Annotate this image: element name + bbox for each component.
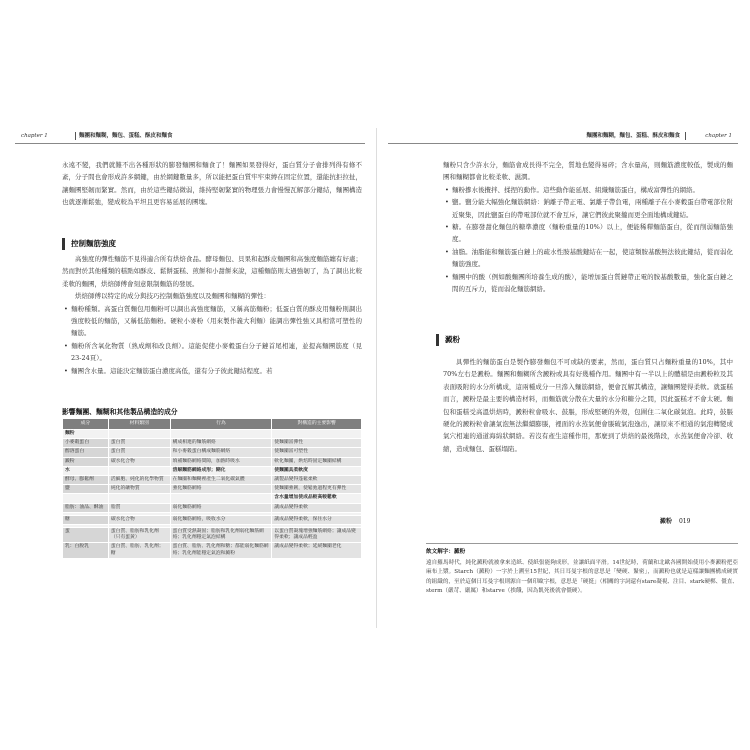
- bullet-item: • 麵粉摻水後攪拌、揉捏的動作。這些動作能延展、組織麵筋蛋白，構成富彈性的網絡。: [445, 185, 699, 194]
- table-cell: 讓成品變得柔軟；延緩麵團老化: [272, 543, 362, 558]
- table-row: [63, 439, 362, 448]
- chapter-title: 麵團和麵糊，麵包、蛋糕、酥皮和麵食: [586, 133, 680, 139]
- table-cell: 讓製品變得蓬鬆柔軟: [272, 476, 362, 485]
- table-cell: 碳水化合物: [108, 457, 170, 466]
- table-cell: 蛋白質受熱凝固；脂肪和乳化劑弱化麵筋網絡；乳化劑穩定氣泡結構: [170, 528, 272, 543]
- table-cell: [108, 466, 170, 475]
- intro-paragraph: 永遠不變，我們就難不出各種形狀的膨發麵團和麵食了！麵團如果發得好，蛋白質分子會排列得有條不紊，分子間也會形成許多網鍵，由於網鍵數量多，所以能把蛋白質牢牢束縛在固定位置，還能抗拒拉扯，讓麵團堅韌而緊實。然而，由於這些鍵結微弱，維持堅韌緊實的物理張力會慢慢瓦解部分鍵結，麵團構造也就逐漸鬆弛，變成較為平坦且更容易延展的團塊。: [62, 161, 362, 207]
- table-cell: [108, 494, 170, 503]
- footnote-title: 飲文解字：澱粉: [426, 549, 466, 555]
- table-row: [63, 466, 362, 475]
- table-cell: 使麵團富彈性: [272, 439, 362, 448]
- table-cell: 碳水化合物: [108, 515, 170, 524]
- table-cell: 填補麵筋網絡間隙，加熱時吸水: [170, 457, 272, 466]
- table-cell: 讓成品變得柔軟: [272, 503, 362, 512]
- table-cell: 軟化麵團，烘焙時固定麵團結構: [272, 457, 362, 466]
- column-header: 材料類別: [108, 419, 170, 430]
- table-cell: [108, 430, 170, 439]
- table-cell: 脂質: [108, 503, 170, 512]
- table-row: [63, 494, 362, 503]
- chapter-label: chapter 1: [705, 133, 732, 139]
- paragraph: 具彈性的麵筋蛋白是製作膨發麵包不可或缺的要素，然而，蛋白質只占麵粉重量的10%，其中70%左右是澱粉。麵團和麵糊所含澱粉或具有好幾種作用。麵團中有一半以上的體積是由澱粉粒及其表面吸附的水分所構成，這兩種成分一旦滲入麵筋網絡，便會瓦解其構造，讓麵團變得柔軟。就蛋糕而言，澱粉是最主要的構造材料，而麵筋就分散在大量的水分和糖分之間，因此蛋糕才不會太硬。麵包和蛋糕受高溫烘焙時，澱粉粒會吸水、鼓脹，形成堅硬的外殼，包圍住二氧化碳氣泡。此時，鼓脹硬化的澱粉粒會讓氣泡無法繼續膨脹，裡面的水蒸氣便會脹破氣泡逸出，讓原來不相通的氣泡轉變成氣穴相連的通道海綿狀網絡。若沒有產生這種作用，那麼到了烘焙的最後階段，水蒸氣便會冷卻、收縮，造成麵包、蛋糕塌陷。: [443, 358, 733, 453]
- bullet-item: • 麵粉所含氧化物質（熟成劑和改良劑）。這能促使小麥穀蛋白分子鏈首尾相連，並提高麵團筋度（見23-24頁）。: [64, 341, 362, 363]
- column-header: 對構造的主要影響: [272, 419, 362, 430]
- table-cell: 和小麥穀蛋白構成麵筋網絡: [170, 448, 272, 457]
- header-divider: [685, 132, 686, 140]
- paragraph: 高強度的彈性麵筋不見得適合所有烘焙食品。酵母麵包、貝果和起酥皮麵團和高強度麵筋纏有好處；然而對於其他種類的糕點如酥皮、鬆餅蛋糕、煎餅和小甜餅來說，這種麵筋則太過強韌了，為了調出比較柔軟的麵團，烘焙師傅會刻意限制麵筋的發展。: [62, 255, 362, 288]
- table-row: [63, 528, 362, 543]
- column-header: 行為: [170, 419, 272, 430]
- bullet-item: • 油脂。油脂能和麵筋蛋白鏈上的疏水性胺基酸鍵結在一起，使這類胺基酸無法彼此鍵結，從而弱化麵筋強度。: [445, 247, 733, 269]
- table-cell: 活細胞、純化的化學物質: [108, 476, 170, 485]
- bullet-item: • 糖。在膨發甜化麵包的糖準濃度（麵粉重量的10%）以上，便能稀釋麵筋蛋白，從而削弱麵筋強度。: [445, 223, 733, 244]
- folio-title: 澱粉: [660, 518, 673, 525]
- table-title: 影響麵團、麵糊和其他製品構造的成分: [62, 408, 178, 416]
- left-page: [15, 128, 365, 628]
- table-row: [63, 430, 362, 439]
- table-cell: 構成相連的麵筋網絡: [170, 439, 272, 448]
- paragraph: 烘焙師傅以特定的成分與技巧控制麵筋強度以及麵團和麵糊的彈性：: [75, 292, 270, 301]
- table-cell: 小麥穀蛋白: [63, 439, 109, 448]
- page-number: 019: [678, 518, 691, 525]
- table-row: [63, 485, 362, 494]
- table-cell: 乳：白脫乳: [63, 543, 109, 558]
- table-cell: 使麵團強韌，使鬆弛過程更有彈性: [272, 485, 362, 494]
- table-cell: 水: [63, 466, 109, 475]
- table-cell: 澱粉: [63, 457, 109, 466]
- table-cell: [170, 430, 272, 439]
- table-cell: 使麵團具柔軟度: [272, 466, 362, 475]
- starch-body: [443, 356, 733, 455]
- table-cell: 強化麵筋網絡: [170, 485, 272, 494]
- table-cell: 溶解麵筋網絡成形；糊化: [170, 466, 272, 475]
- table-cell: 蛋白質: [108, 439, 170, 448]
- table-cell: 酵母、膨鬆劑: [63, 476, 109, 485]
- table-cell: 弱化麵筋網絡，吸收水分: [170, 515, 272, 524]
- bullet-item: • 麵粉種類。高蛋白質麵包用麵粉可以調出高強度麵筋，又稱高筋麵粉；低蛋白質的酥皮用麵粉則調出強度較低的麵筋，又稱低筋麵粉。硬粒小麥粉（用來製作義大利麵）能調出彈性強又具相當可塑性的麵筋。: [64, 304, 362, 338]
- table-cell: 以蛋白質凝塊增強麵筋網絡；讓成品變得柔軟；讓成品輕盈: [272, 528, 362, 543]
- table-cell: 含水量增加使成品較高較鬆軟: [272, 494, 362, 503]
- table-cell: 蛋白質、脂肪和乳化劑（只有蛋黃）: [108, 528, 170, 543]
- right-page: [388, 128, 738, 628]
- running-header: [15, 128, 365, 144]
- table-cell: 醇溶蛋白: [63, 448, 109, 457]
- table-cell: 使麵團富可塑性: [272, 448, 362, 457]
- header-divider: [75, 132, 76, 140]
- table-cell: 蛋白質: [108, 448, 170, 457]
- continued-text: [443, 159, 733, 295]
- table-cell: 弱化麵筋網絡: [170, 503, 272, 512]
- table-cell: 蛋白質、脂肪、乳化劑；糖: [108, 543, 170, 558]
- footnote-divider: [426, 543, 738, 544]
- table-cell: 蛋白質、脂肪、乳化劑和糖；都能弱化麵筋網絡；乳化劑能穩定氣泡和澱粉: [170, 543, 272, 558]
- page-folio: [660, 516, 690, 525]
- table-row: [63, 503, 362, 512]
- table-cell: [272, 430, 362, 439]
- bullet-item: • 鹽。鹽分能大幅強化麵筋網絡：鈉離子帶正電、氯離子帶負電，兩種離子在小麥穀蛋白帶電部位附近聚集，因此鹽蛋白的帶電部位就不會互斥，讓它們彼此聚攏而更全面地構成鍵結。: [445, 198, 733, 219]
- table-row: [63, 515, 362, 524]
- table-cell: 鹽: [63, 485, 109, 494]
- footnote-box: [426, 548, 738, 597]
- table-cell: 麵粉: [63, 430, 109, 439]
- table-cell: 脂肪：油品、酥油: [63, 503, 109, 512]
- table-cell: [63, 494, 109, 503]
- table-row: [63, 457, 362, 466]
- table-cell: 在麵團和麵糊裡產生二氧化碳氣體: [170, 476, 272, 485]
- table-cell: 讓成品變得柔軟，保住水分: [272, 515, 362, 524]
- intro-text: [62, 159, 362, 209]
- table-body: [63, 430, 362, 559]
- ingredients-table: [62, 418, 362, 559]
- footnote-body: 遠自羅馬時代，純化澱粉就被拿來造紙、使紙張能夠成形，並讓紙面平滑。14世紀時，荷蘭和北歐各國開始使用小麥澱粉把亞麻布上漿。Starch（澱粉）一字於上溯至15世紀，其日耳曼字根的意思是「變硬、緊密」，而澱粉也就是這樣讓麵團構成硬實的組織的，至於這個日耳曼字根則源自一個印歐字根，意思是「硬挺」（相關的字詞還有stare凝視、注目、stark硬梆、僵直、sterm（嚴苛、嚴厲）和starve（挨餓，因為飢死後就會僵硬）。: [426, 559, 738, 595]
- paragraph: 麵粉只含少許水分，麵筋會成長得不完全，質地也變得易碎；含水量高，則麵筋濃度較低，製成的麵團和麵糊都會比較柔軟、濕潤。: [443, 161, 733, 182]
- table-cell: 糖: [63, 515, 109, 524]
- table-row: [63, 476, 362, 485]
- column-header: 成分: [63, 419, 109, 430]
- table-cell: [170, 494, 272, 503]
- gutter-rule: [376, 128, 377, 628]
- running-header: [388, 128, 738, 144]
- section-body: [62, 253, 362, 377]
- chapter-title: 麵團和麵糊，麵包、蛋糕、酥皮和麵食: [79, 133, 173, 139]
- section-heading: 澱粉: [436, 334, 460, 346]
- table-header-row: [63, 419, 362, 430]
- bullet-item: • 麵團中的酸（例如酸麵團所培養生成的酸），能增加蛋白質鏈帶正電的胺基酸數量，強化蛋白鏈之間的互斥力，從而弱化麵筋網絡。: [445, 272, 733, 294]
- bullet-item: • 麵團含水量。這能決定麵筋蛋白濃度高低，還有分子彼此鍵結程度。若: [64, 366, 273, 375]
- table-cell: 純化的礦物質: [108, 485, 170, 494]
- table-row: [63, 448, 362, 457]
- section-heading: 控制麵筋強度: [62, 238, 116, 250]
- chapter-label: chapter 1: [21, 133, 48, 139]
- table-cell: 蛋: [63, 528, 109, 543]
- table-row: [63, 543, 362, 558]
